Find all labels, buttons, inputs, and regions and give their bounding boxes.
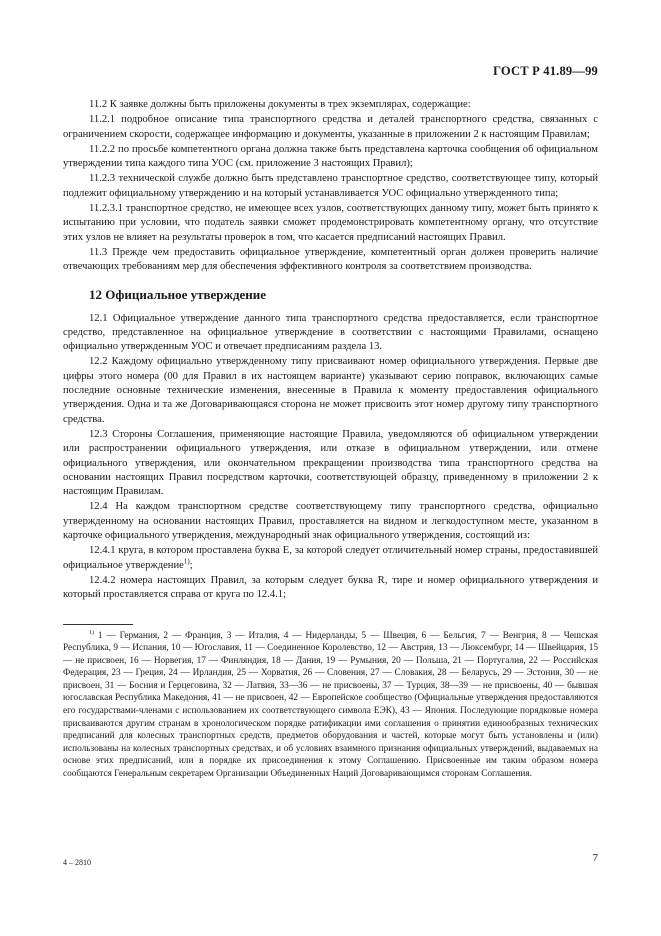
paragraph-12-1: 12.1 Официальное утверждение данного типа транспортного средства предоставляется, если транспортное средство, представленное на официальное утверждение в соответствии с настоящими Правилами, оснащено официально утвержденным УОС и отвечает предписаниям раздела 13. — [63, 312, 598, 353]
paragraph-12-3: 12.3 Стороны Соглашения, применяющие настоящие Правила, уведомляются об официальном утверждении или распространении официального утверждения, или отказе в официальном утверждении, или отмене официального утверждения, или окончательном прекращении производства типа транспортного средства на основании настоящих Правил посредством карточки, соответствующей образцу, приведенному в приложении 2 к настоящим Правилам. — [63, 428, 598, 498]
paragraph-11-2-3: 11.2.3 технической службе должно быть представлено транспортное средство, соответствующее типу, который подлежит официальному утверждению и на который устанавливается УОС официально утвержденного типа; — [63, 173, 598, 199]
footnote-divider — [63, 624, 133, 625]
print-mark: 4 – 2810 — [63, 858, 91, 867]
page-number: 7 — [592, 852, 598, 864]
footnote — [63, 630, 598, 781]
footnote-marker: 1) — [89, 629, 94, 636]
paragraph-12-4-1 — [63, 544, 598, 573]
paragraph-11-2-1: 11.2.1 подробное описание типа транспортного средства и деталей транспортного средства, связанных с ограничением скорости, содержащее информацию и документы, указанные в приложении 2 к настоящим Правилам; — [63, 114, 598, 140]
paragraph-11-2: 11.2 К заявке должны быть приложены документы в трех экземплярах, содержащие: — [89, 99, 471, 110]
paragraph-12-4-1-text: 12.4.1 круга, в котором проставлена буква Е, за которой следует отличительный номер страны, предоставившей официальное утверждение — [63, 545, 598, 571]
document-code: ГОСТ Р 41.89—99 — [493, 64, 598, 78]
paragraph-12-4: 12.4 На каждом транспортном средстве соответствующему типу транспортного средства, официально утвержденному на основании настоящих Правил, проставляется на видном и легкодоступном месте, указанном в карточке официального утверждения, международный знак официального утверждения, состоящий из: — [63, 501, 598, 542]
footnote-ref: 1) — [183, 557, 190, 566]
paragraph-12-2: 12.2 Каждому официально утвержденному типу присваивают номер официального утверждения. Первые две цифры этого номера (00 для Правил в их настоящем варианте) указывают серию поправок, включающих самые последние основные технические изменения, внесенные в Правила к моменту предоставления официального утверждения. Одна и та же Договаривающаяся сторона не может присвоить этот номер другому типу транспортного средства. — [63, 356, 598, 425]
footnote-text: 1 — Германия, 2 — Франция, 3 — Италия, 4 — Нидерланды, 5 — Швеция, 6 — Бельгия, 7 — Венгрия, 8 — Чешская Республика, 9 — Испания, 10 — Югославия, 11 — Соединенное Королевство, 12 — Австрия, 13 — Люксембург, 14 — Швейцария, 15 — не присвоен, 16 — Норвегия, 17 — Финляндия, 18 — Дания, 19 — Румыния, 20 — Польша, 21 — Португалия, 22 — Российская Федерация, 23 — Греция, 24 — Ирландия, 25 — Хорватия, 26 — Словения, 27 — Словакия, 28 — Беларусь, 29 — Эстония, 30 — не присвоен, 31 — Босния и Герцеговина, 32 — Латвия, 33—36 — не присвоены, 37 — Турция, 38—39 — не присвоены, 40 — бывшая югославская Республика Македония, 41 — не присвоен, 42 — Европейское сообщество (Официальные утверждения предоставляются его государствами-членами с использованием их соответствующего символа ЕЭК), 43 — Япония. Последующие порядковые номера присваиваются другим странам в хронологическом порядке ратификации ими соглашения о принятии единообразных технических предписаний для колесных транспортных средств, предметов оборудования и частей, которые могут быть установлены и (или) использованы на колесных транспортных средствах, и об условиях взаимного признания официальных утверждений, выдаваемых на основе этих предписаний, или в порядке их присоединения к этому Соглашению. Присвоенные им таким образом номера сообщаются Генеральным секретарем Организации Объединенных Наций Договаривающимся сторонам Соглашения. — [63, 630, 598, 780]
paragraph-11-2-2: 11.2.2 по просьбе компетентного органа должна также быть представлена карточка сообщения об официальном утверждении типа каждого типа УОС (см. приложение 3 настоящих Правил); — [63, 143, 598, 170]
paragraph-11-3: 11.3 Прежде чем предоставить официальное утверждение, компетентный орган должен проверить наличие отвечающих требованиям мер для обеспечения эффективного контроля за соответствием производства. — [63, 246, 598, 273]
page-body — [63, 98, 598, 781]
paragraph-12-4-1-end: ; — [189, 559, 193, 571]
paragraph-12-4-2: 12.4.2 номера настоящих Правил, за которым следует буква R, тире и номер официального утверждения и который проставляется справа от круга по 12.4.1; — [63, 574, 598, 601]
section-heading: 12 Официальное утверждение — [89, 286, 267, 302]
paragraph-11-2-3-1: 11.2.3.1 транспортное средство, не имеющее всех узлов, соответствующих данному типу, может быть принято к испытанию при условии, что податель заявки сможет продемонстрировать компетентному органу, что отсутствие этих узлов не влияет на результаты проверок в том, что касается предписаний настоящих Правил. — [63, 203, 598, 243]
